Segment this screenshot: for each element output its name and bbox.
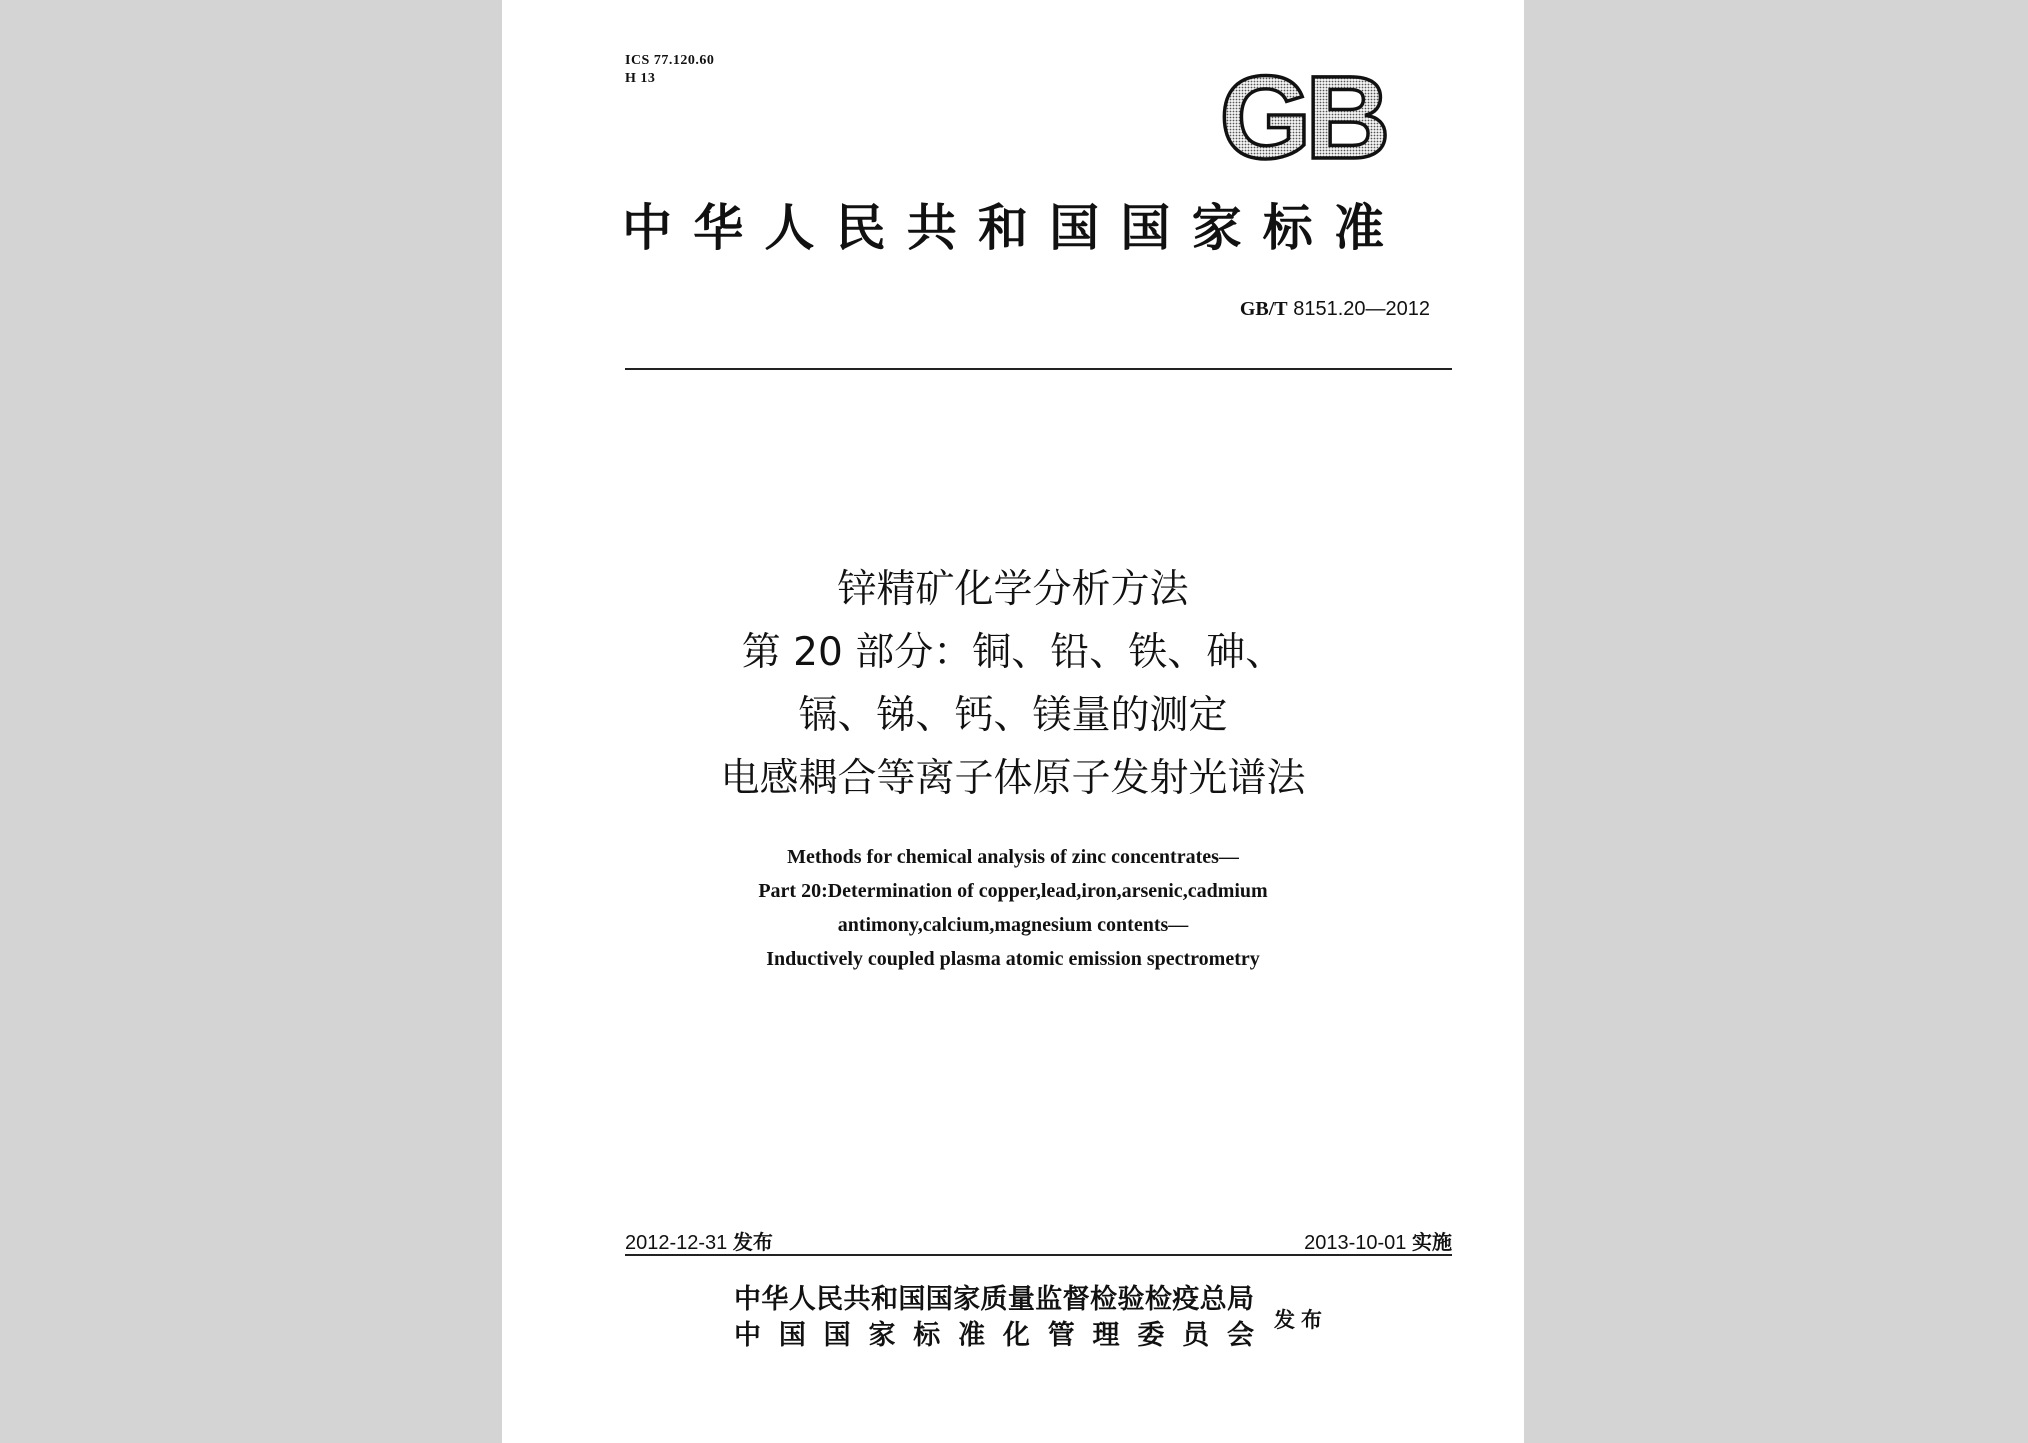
cn-title-line-4: 电感耦合等离子体原子发射光谱法	[720, 756, 1306, 801]
chinese-title	[582, 558, 1444, 810]
top-divider	[625, 368, 1452, 370]
issue-date	[625, 1226, 773, 1255]
gb-logo-text: GB	[1219, 68, 1385, 168]
implementation-date-value: 2013-10-01	[1304, 1232, 1407, 1254]
en-title-line-1: Methods for chemical analysis of zinc concentrates—	[787, 846, 1239, 868]
english-title	[562, 840, 1464, 976]
bottom-divider	[625, 1254, 1452, 1256]
cn-title-line-2: 第 20 部分：铜、铅、铁、砷、	[741, 630, 1285, 675]
implementation-date	[1152, 1226, 1452, 1255]
publish-label: 发布	[1274, 1307, 1328, 1332]
standard-code: 8151.20—2012	[1293, 298, 1430, 320]
issuer-sac: 中国国家标准化管理委员会	[734, 1320, 1254, 1351]
ics-code: ICS 77.120.60	[625, 53, 715, 68]
en-title-line-2: Part 20:Determination of copper,lead,iron,arsenic,cadmium	[758, 880, 1268, 902]
issuer-aqsiq: 中华人民共和国国家质量监督检验检疫总局	[734, 1284, 1254, 1315]
ccs-code: H 13	[625, 71, 656, 86]
cn-title-line-3: 镉、锑、钙、镁量的测定	[798, 693, 1228, 738]
classification-codes	[625, 52, 714, 88]
standard-cover-page	[502, 0, 1524, 1443]
national-standard-title: 中华人民共和国国家标准	[622, 198, 1384, 257]
cn-title-line-1: 锌精矿化学分析方法	[837, 567, 1189, 612]
standard-prefix: GB/T	[1239, 298, 1288, 320]
gb-logo	[1196, 68, 1408, 168]
en-title-line-4: Inductively coupled plasma atomic emission spectrometry	[766, 948, 1260, 970]
issue-date-value: 2012-12-31	[625, 1232, 728, 1254]
standard-number	[1202, 298, 1430, 321]
implementation-date-label: 实施	[1412, 1230, 1452, 1254]
en-title-line-3: antimony,calcium,magnesium contents—	[837, 914, 1189, 936]
issue-date-label: 发布	[732, 1230, 773, 1254]
